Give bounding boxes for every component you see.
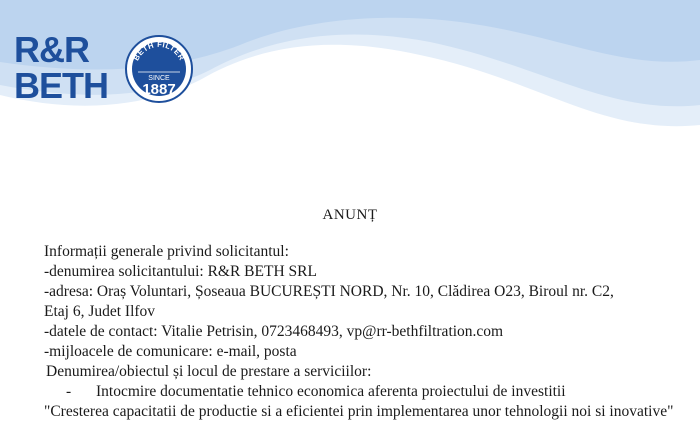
- body-line: Informații generale privind solicitantul:: [44, 243, 289, 260]
- body-line: -datele de contact: Vitalie Petrisin, 0723468493, vp@rr-bethfiltration.com: [44, 323, 504, 340]
- cut-off-line: "Cresterea capacitatii de productie si a eficientei prin implementarea unor tehnologii noi si inovative": [44, 403, 674, 420]
- beth-filter-seal: [124, 34, 194, 104]
- body-line: Denumirea/obiectul și locul de prestare a serviciilor:: [46, 363, 372, 380]
- bullet-item: [44, 382, 684, 402]
- body-line: Etaj 6, Judet Ilfov: [44, 303, 156, 320]
- seal-top-text: BETH FILTER: [131, 39, 187, 63]
- document-title: ANUNȚ: [322, 207, 378, 223]
- bullet-text: Intocmire documentatie tehnico economica aferenta proiectului de investitii: [96, 383, 566, 400]
- seal-year-text: 1887: [142, 81, 176, 98]
- seal-middle-text: SINCE: [148, 75, 170, 82]
- bullet-dash: -: [66, 383, 72, 400]
- logo-line-2: BETH: [14, 65, 108, 106]
- body-line: -adresa: Oraș Voluntari, Șoseaua BUCUREȘTI NORD, Nr. 10, Clădirea O23, Biroul nr. C2,: [44, 283, 614, 300]
- company-logo-text: [14, 29, 114, 106]
- body-line: -denumirea solicitantului: R&R BETH SRL: [44, 263, 317, 280]
- logo-line-1: R&R: [14, 29, 89, 70]
- body-line: -mijloacele de comunicare: e-mail, posta: [44, 343, 297, 360]
- document-body: [44, 242, 684, 422]
